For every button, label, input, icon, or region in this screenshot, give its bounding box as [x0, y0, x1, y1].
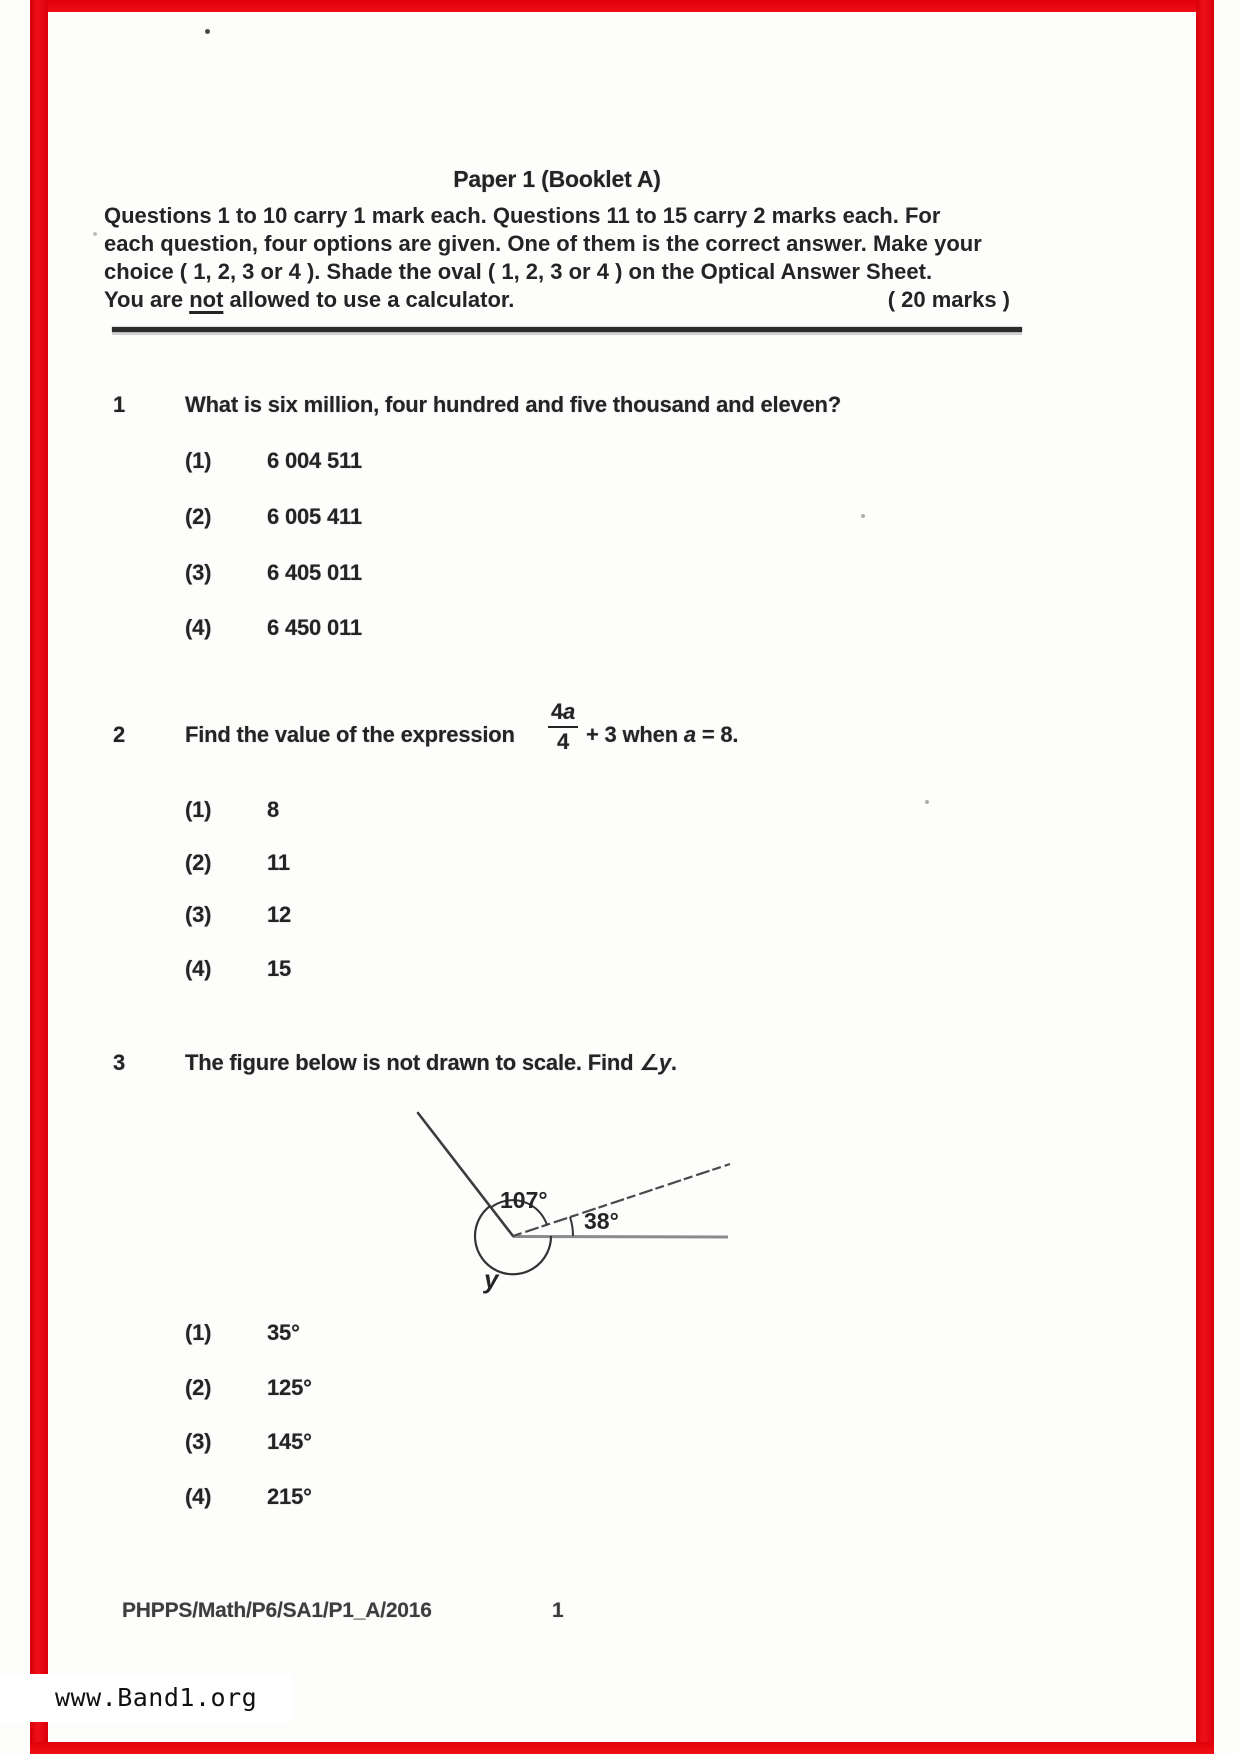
question-2-text-before: Find the value of the expression [185, 722, 515, 747]
expression-fraction [548, 701, 578, 753]
question-2-option-1 [185, 797, 279, 823]
scan-border-top [30, 0, 1214, 12]
figure-label-107: 107° [500, 1187, 548, 1213]
scan-border-right [1196, 0, 1214, 1754]
figure-label-38: 38° [584, 1208, 619, 1234]
option-value: 35° [267, 1320, 300, 1345]
fraction-numerator [548, 701, 578, 726]
scan-speck [861, 514, 865, 518]
option-value: 11 [267, 850, 290, 875]
option-label: (4) [185, 1484, 212, 1509]
question-3-option-3 [185, 1429, 312, 1455]
question-2-text-after [586, 722, 738, 748]
question-3-option-2 [185, 1375, 312, 1401]
option-value: 6 450 011 [267, 615, 362, 640]
option-label: (1) [185, 797, 212, 822]
watermark-text: www.Band1.org [55, 1683, 258, 1712]
question-2-option-2 [185, 850, 290, 876]
text-after-part1: + 3 when [586, 722, 684, 747]
question-3-number: 3 [113, 1050, 126, 1075]
option-label: (3) [185, 1429, 212, 1454]
option-label: (3) [185, 902, 212, 927]
question-2-number: 2 [113, 722, 126, 747]
ray-horizontal [513, 1237, 728, 1238]
question-3-option-4 [185, 1484, 312, 1510]
text-after-part2: = 8. [695, 722, 739, 747]
scan-border-left [30, 0, 48, 1754]
option-label: (2) [185, 850, 212, 875]
angle-figure [378, 1088, 778, 1316]
numerator-variable: a [563, 699, 576, 724]
option-value: 6 405 011 [267, 560, 362, 585]
arc-38 [570, 1217, 573, 1236]
option-value: 12 [267, 902, 292, 927]
question-3-text-after: . [670, 1050, 677, 1075]
option-value: 215° [267, 1484, 312, 1509]
instructions-line4-suffix: allowed to use a calculator. [223, 287, 515, 312]
instructions-not-underlined: not [189, 287, 224, 312]
instructions-line-4 [104, 286, 1010, 314]
question-2-option-3 [185, 902, 291, 928]
instructions-line-1: Questions 1 to 10 carry 1 mark each. Questions 11 to 15 carry 2 marks each. For [104, 203, 941, 228]
question-1-option-4 [185, 615, 362, 641]
scan-speck [205, 29, 210, 34]
option-label: (3) [185, 560, 212, 585]
question-3-text [185, 1050, 677, 1076]
question-1-number: 1 [113, 392, 126, 417]
question-2-option-4 [185, 956, 291, 982]
option-label: (1) [185, 448, 212, 473]
numerator-coefficient: 4 [551, 699, 564, 724]
angle-variable: y [658, 1050, 671, 1075]
angle-symbol: ∠ [639, 1051, 659, 1076]
instructions-line4-prefix: You are [104, 287, 190, 312]
question-1-option-2 [185, 504, 362, 530]
option-value: 6 004 511 [267, 448, 362, 473]
instructions-line-3: choice ( 1, 2, 3 or 4 ). Shade the oval ( 1, 2, 3 or 4 ) on the Optical Answer Sheet. [104, 259, 933, 284]
ray-up-left [418, 1113, 513, 1236]
option-label: (2) [185, 1375, 212, 1400]
footer-page-number: 1 [552, 1599, 564, 1622]
option-label: (4) [185, 615, 212, 640]
scan-speck [93, 232, 97, 236]
scan-border-bottom [30, 1742, 1214, 1754]
option-value: 8 [267, 797, 280, 822]
option-label: (1) [185, 1320, 212, 1345]
scan-speck [925, 800, 929, 804]
text-after-variable: a [683, 722, 696, 747]
question-3-option-1 [185, 1320, 300, 1346]
question-1-option-1 [185, 448, 362, 474]
page-title: Paper 1 (Booklet A) [453, 166, 661, 192]
instructions-line-2: each question, four options are given. One of them is the correct answer. Make your [104, 231, 982, 256]
fraction-denominator: 4 [548, 726, 578, 753]
option-label: (2) [185, 504, 212, 529]
header-divider-rule [112, 327, 1022, 332]
figure-label-y: y [484, 1264, 499, 1294]
option-value: 15 [267, 956, 292, 981]
question-1-text: What is six million, four hundred and five thousand and eleven? [185, 392, 842, 417]
option-value: 145° [267, 1429, 312, 1454]
option-label: (4) [185, 956, 212, 981]
option-value: 125° [267, 1375, 312, 1400]
footer-doc-code: PHPPS/Math/P6/SA1/P1_A/2016 [122, 1599, 432, 1622]
question-1-option-3 [185, 560, 362, 586]
watermark-strip [0, 1674, 292, 1722]
instructions-block [104, 202, 1010, 314]
option-value: 6 005 411 [267, 504, 362, 529]
question-3-text-before: The figure below is not drawn to scale. Find [185, 1050, 640, 1075]
marks-note: ( 20 marks ) [887, 287, 1010, 312]
